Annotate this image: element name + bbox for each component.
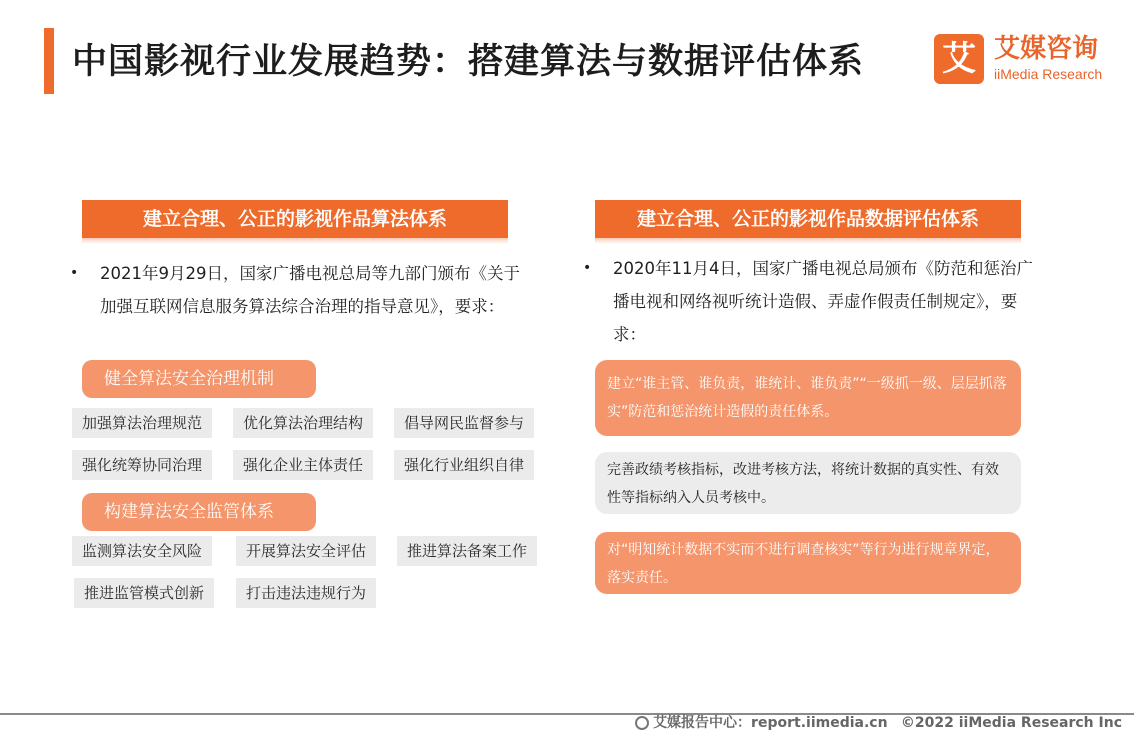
tag-item: 强化统筹协同治理 [72, 450, 212, 480]
title-accent-bar [44, 28, 54, 94]
tag-item: 监测算法安全风险 [72, 536, 212, 566]
algorithm-intro [70, 257, 520, 323]
requirement-card: 建立“谁主管、谁负责，谁统计、谁负责”“一级抓一级、层层抓落实”防范和惩治统计造假的责任体系。 [595, 360, 1021, 436]
tag-item: 推进算法备案工作 [397, 536, 537, 566]
globe-icon [635, 716, 649, 730]
logo-icon: 艾 [934, 34, 984, 84]
tag-item: 开展算法安全评估 [236, 536, 376, 566]
group-title-supervision: 构建算法安全监管体系 [82, 493, 316, 531]
group-title-governance: 健全算法安全治理机制 [82, 360, 316, 398]
bullet-icon: • [70, 265, 79, 281]
tag-item: 推进监管模式创新 [74, 578, 214, 608]
data-evaluation-intro [583, 252, 1033, 351]
algorithm-section-banner: 建立合理、公正的影视作品算法体系 [82, 200, 508, 238]
requirement-card: 完善政绩考核指标，改进考核方法，将统计数据的真实性、有效性等指标纳入人员考核中。 [595, 452, 1021, 514]
tag-item: 强化行业组织自律 [394, 450, 534, 480]
brand-logo [934, 34, 1114, 86]
data-evaluation-intro-text: 2020年11月4日，国家广播电视总局颁布《防范和惩治广播电视和网络视听统计造假、弄虚作假责任制规定》，要求： [613, 259, 1033, 344]
logo-en-text: iiMedia Research [994, 66, 1103, 82]
algorithm-intro-text: 2021年9月29日，国家广播电视总局等九部门颁布《关于加强互联网信息服务算法综合治理的指导意见》，要求： [100, 264, 520, 316]
bullet-icon: • [583, 260, 592, 276]
tag-item: 打击违法违规行为 [236, 578, 376, 608]
logo-cn-text: 艾媒咨询 [994, 34, 1099, 64]
footer-report-link[interactable]: 艾媒报告中心：report.iimedia.cn [653, 715, 888, 731]
data-evaluation-section-banner: 建立合理、公正的影视作品数据评估体系 [595, 200, 1021, 238]
footer-copyright: ©2022 iiMedia Research Inc [900, 715, 1122, 731]
page-title: 中国影视行业发展趋势：搭建算法与数据评估体系 [72, 42, 865, 82]
tag-item: 加强算法治理规范 [72, 408, 212, 438]
footer [635, 712, 1122, 732]
requirement-card: 对“明知统计数据不实而不进行调查核实”等行为进行规章界定，落实责任。 [595, 532, 1021, 594]
tag-item: 优化算法治理结构 [233, 408, 373, 438]
tag-item: 强化企业主体责任 [233, 450, 373, 480]
tag-item: 倡导网民监督参与 [394, 408, 534, 438]
